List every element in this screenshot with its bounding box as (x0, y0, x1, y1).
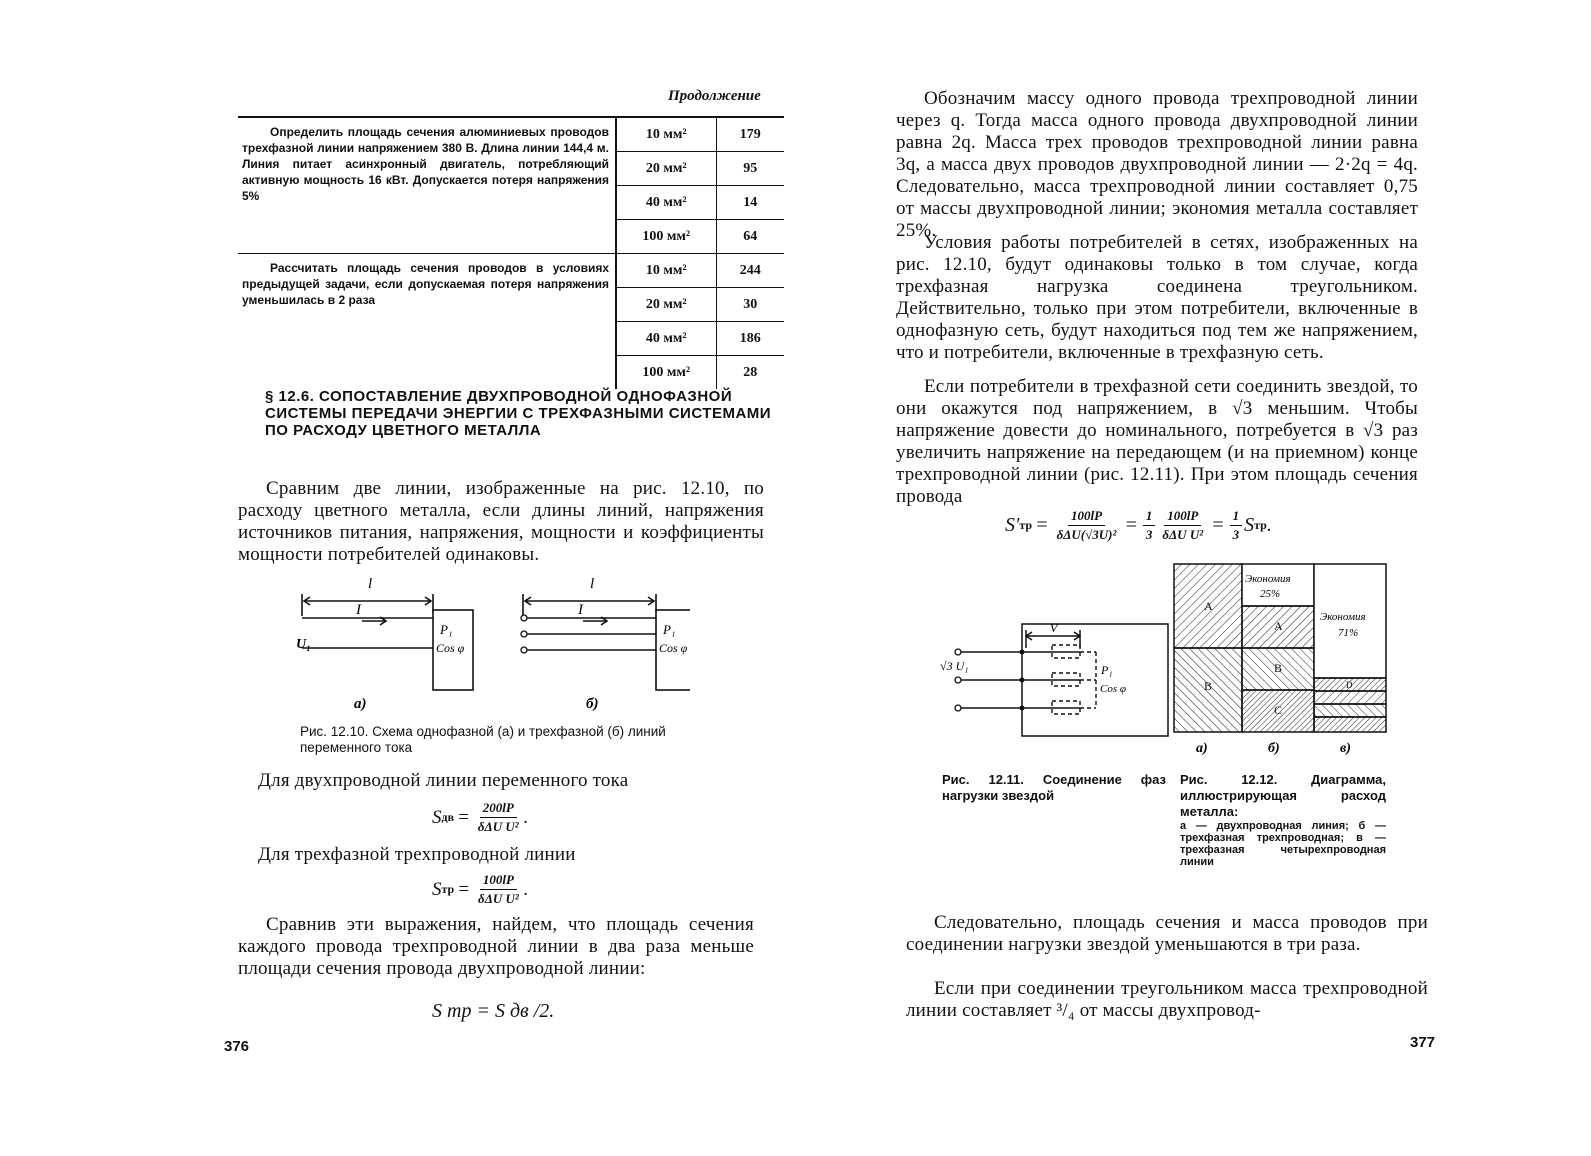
subfigure-label-v: в) (1340, 741, 1351, 756)
problem-description: Определить площадь сечения алюминиевых проводов трехфазной линии напряжением 380 В. Длина линии 144,4 м. Линия питает асинхронный двигатель, потребляющий активную мощность 16 кВт. Допускается потеря напряжения 5% (238, 117, 616, 254)
formula-lhs-subscript: дв (441, 810, 455, 824)
subfigure-label-b: б) (586, 696, 599, 712)
formula-denominator: δΔU U² (478, 891, 519, 906)
block-label-a: A (1274, 619, 1283, 633)
problem-table (238, 116, 784, 389)
figure-12-12 (1160, 560, 1400, 760)
caption-notes: а — двухпроводная линия; б — трехфазная трехпроводная; в — трехфазная четырехпроводная линии (1180, 820, 1386, 868)
block-label-d: D (1346, 680, 1353, 690)
paragraph (238, 914, 754, 980)
formula-denominator: 3 (1145, 527, 1153, 542)
formula-numerator: 1 (1143, 508, 1156, 526)
paragraph-text: Если при соединении треугольником масса трехпроводной линии составляет ³/₄ от массы двухпровод- (906, 978, 1428, 1021)
formula: S тр = S дв /2. (432, 1000, 555, 1022)
formula-numerator: 100lP (480, 872, 517, 890)
subfigure-label-a: а) (1196, 741, 1208, 756)
option-value: 14 (716, 186, 784, 220)
formula-denominator: 3 (1232, 527, 1240, 542)
formula: S дв = $\frac{200lP}{\text{δΔU U²}}$ . (432, 800, 529, 834)
cos-label: Cos φ (659, 641, 688, 655)
current-label: I (356, 602, 361, 618)
continuation-label: Продолжение (668, 88, 761, 104)
paragraph (906, 978, 1428, 1022)
formula: S тр = $\frac{100lP}{\text{δΔU U²}}$ . (432, 872, 529, 906)
option-area: 10 мм² (616, 254, 716, 288)
cos-label: Cos φ (436, 641, 465, 655)
block-label-c: C (1274, 703, 1283, 717)
option-area: 40 мм² (616, 186, 716, 220)
economy-percent: 71% (1338, 627, 1359, 639)
formula-rhs-subscript: тр (1254, 518, 1267, 532)
formula-lhs: S′ (1005, 514, 1020, 536)
formula-numerator: 200lP (480, 800, 517, 818)
power-label: P₁ (440, 622, 453, 637)
option-value: 95 (716, 152, 784, 186)
figure-12-11 (940, 620, 1170, 750)
formula-denominator: δΔU U² (477, 819, 519, 834)
problem-description: Рассчитать площадь сечения проводов в условиях предыдущей задачи, если допускаемая потеря напряжения уменьшилась в 2 раза (242, 261, 609, 307)
option-area: 100 мм² (616, 356, 716, 390)
economy-label: Экономия (1320, 611, 1366, 623)
figure-caption (1180, 772, 1386, 868)
page-number: 377 (1410, 1034, 1436, 1051)
paragraph-text: Следовательно, площадь сечения и масса проводов при соединении нагрузки звездой уменьшаются в три раза. (906, 912, 1428, 955)
economy-label: Экономия (1245, 573, 1291, 585)
paragraph-text: Сравним две линии, изображенные на рис. 12.10, по расходу цветного металла, если длины линий, напряжения источников питания, напряжения, мощности и коэффициенты мощности потребителей одинаковы. (238, 478, 764, 565)
length-label: l (368, 576, 373, 592)
block-label-a: A (1204, 599, 1213, 613)
paragraph-text: Обозначим массу одного провода трехпроводной линии через q. Тогда масса одного провода двухпроводной линии равна 2q. Масса трех проводов трехпроводной линии равна 3q, а масса двух проводов двухпроводной линии — 2·2q = 4q. Следовательно, масса трехпроводной линии составляет 0,75 от массы двухпроводной линии; экономия металла составляет 25%. (896, 88, 1418, 241)
figure-caption: Рис. 12.10. Схема однофазной (а) и трехфазной (б) линий переменного тока (300, 724, 666, 755)
formula-denominator: δΔU U² (1162, 527, 1204, 542)
option-value: 186 (716, 322, 784, 356)
option-area: 20 мм² (616, 288, 716, 322)
paragraph: Для трехфазной трехпроводной линии (258, 844, 576, 865)
paragraph: Для двухпроводной линии переменного тока (258, 770, 629, 791)
current-label: I (578, 602, 583, 618)
option-value: 64 (716, 220, 784, 254)
figure-12-10 (290, 572, 690, 712)
voltage-label: U₁ (296, 637, 311, 652)
formula-lhs: S (432, 878, 442, 900)
right-page (800, 0, 1591, 1156)
subfigure-label-b: б) (1268, 741, 1280, 756)
option-value: 179 (716, 117, 784, 152)
block-label-b: B (1204, 679, 1213, 693)
paragraph-text: Сравнив эти выражения, найдем, что площадь сечения каждого провода трехпроводной линии в два раза меньше площади сечения провода двухпроводной линии: (238, 914, 754, 979)
paragraph-text: Если потребители в трехфазной сети соединить звездой, то они окажутся под напряжением, в √3 меньшим. Чтобы напряжение довести до номинального, потребуется в √3 раз увеличить напряжение на передающем (и на приемном) конце трехпроводной линии (рис. 12.11). При этом площадь сечения провода (896, 376, 1418, 507)
option-area: 10 мм² (616, 117, 716, 152)
caption-title: Рис. 12.12. Диаграмма, иллюстрирующая расход металла: (1180, 772, 1386, 819)
block-label-b: B (1274, 661, 1283, 675)
subfigure-label-a: а) (354, 696, 367, 712)
page-number: 376 (224, 1038, 250, 1055)
formula-rhs: S (1244, 514, 1255, 536)
paragraph (896, 376, 1418, 508)
cos-label: Cos φ (1100, 683, 1126, 695)
option-value: 244 (716, 254, 784, 288)
formula: S′ тр = $\frac{100lP}{\text{δΔU(√3U)²}}$ = $\frac{1}{3}$ $\frac{100lP}{\text{δΔU U²}}$ = $\frac{1}{3}$ S тр . (1005, 508, 1272, 542)
option-area: 40 мм² (616, 322, 716, 356)
option-value: 28 (716, 356, 784, 390)
formula-lhs-subscript: тр (441, 882, 455, 896)
voltage-label: √3 U₁ (940, 659, 969, 673)
economy-percent: 25% (1260, 588, 1281, 600)
figure-caption: Рис. 12.11. Соединение фаз нагрузки звездой (942, 772, 1166, 803)
power-label: P₁ (1101, 663, 1113, 677)
table-row (238, 117, 784, 152)
option-value: 30 (716, 288, 784, 322)
section-heading: § 12.6. СОПОСТАВЛЕНИЕ ДВУХПРОВОДНОЙ ОДНОФАЗНОЙ СИСТЕМЫ ПЕРЕДАЧИ ЭНЕРГИИ С ТРЕХФАЗНЫМИ СИСТЕМАМИ ПО РАСХОДУ ЦВЕТНОГО МЕТАЛЛА (265, 388, 772, 439)
formula-lhs-subscript: тр (1019, 518, 1033, 532)
option-area: 20 мм² (616, 152, 716, 186)
formula-numerator: 100lP (1164, 508, 1201, 526)
paragraph (896, 232, 1418, 364)
length-label: l (590, 576, 595, 592)
formula-numerator: 1 (1230, 508, 1243, 526)
paragraph-text: Условия работы потребителей в сетях, изображенных на рис. 12.10, будут одинаковы только в том случае, когда трехфазная нагрузка соединена треугольником. Действительно, только при этом потребители, включенные в однофазную сеть, будут находиться под тем же напряжением, что и потребители, включенные в трехфазную сеть. (896, 232, 1418, 363)
paragraph (906, 912, 1428, 956)
option-area: 100 мм² (616, 220, 716, 254)
formula-denominator: δΔU(√3U)² (1056, 527, 1117, 542)
paragraph (238, 478, 764, 566)
paragraph (896, 88, 1418, 242)
formula-numerator: 100lP (1068, 508, 1105, 526)
table-row (238, 254, 784, 288)
phase-voltage-label: V (1050, 621, 1058, 635)
power-label: P₁ (663, 622, 676, 637)
formula-lhs: S (432, 806, 442, 828)
